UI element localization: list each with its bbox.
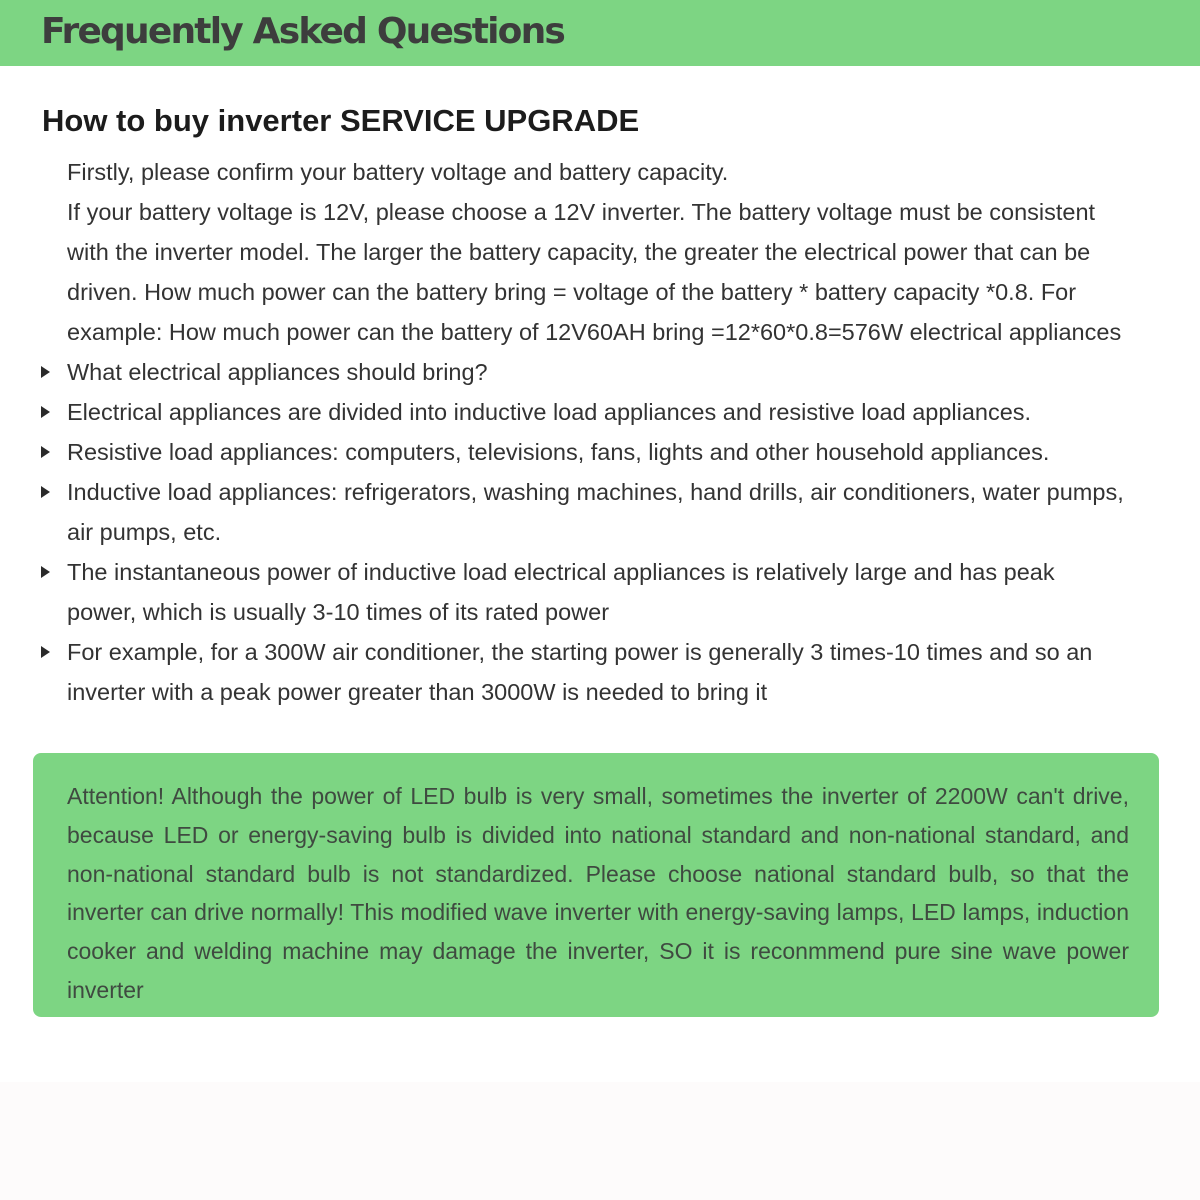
section-heading: How to buy inverter SERVICE UPGRADE <box>42 103 640 138</box>
list-item-text: For example, for a 300W air conditioner, the starting power is generally 3 times-10 times and so an inverter with a peak power greater than 3000W is needed to bring it <box>67 639 1093 705</box>
attention-text: Attention! Although the power of LED bulb is very small, sometimes the inverter of 2200W can't drive, because LED or energy-saving bulb is divided into national standard and non-national standard, and non-national standard bulb is not standardized. Please choose national standard bulb, so that the inverter can drive normally! This modified wave inverter with energy-saving lamps, LED lamps, induction cooker and welding machine may damage the inverter, SO it is reconmmend pure sine wave power inverter <box>67 783 1129 1003</box>
page-title: Frequently Asked Questions <box>41 11 565 52</box>
list-item-text: Electrical appliances are divided into inductive load appliances and resistive load appliances. <box>67 399 1032 425</box>
list-item <box>0 352 1129 392</box>
intro-paragraph: Firstly, please confirm your battery voltage and battery capacity. <box>67 159 729 185</box>
list-item <box>0 472 1129 552</box>
list-item <box>0 632 1129 712</box>
footer-strip <box>0 1082 1200 1200</box>
triangle-right-icon <box>41 366 50 378</box>
triangle-right-icon <box>41 486 50 498</box>
list-item-text: Resistive load appliances: computers, televisions, fans, lights and other household appliances. <box>67 439 1050 465</box>
triangle-right-icon <box>41 406 50 418</box>
bullet-list <box>0 352 1200 712</box>
list-item <box>0 552 1129 632</box>
triangle-right-icon <box>41 446 50 458</box>
faq-content <box>0 152 1200 712</box>
list-item <box>0 432 1129 472</box>
battery-paragraph: If your battery voltage is 12V, please choose a 12V inverter. The battery voltage must be consistent with the inverter model. The larger the battery capacity, the greater the electrical power that can be driven. How much power can the battery bring = voltage of the battery * battery capacity *0.8. For example: How much power can the battery of 12V60AH bring =12*60*0.8=576W electrical appliances <box>67 199 1122 345</box>
triangle-right-icon <box>41 646 50 658</box>
triangle-right-icon <box>41 566 50 578</box>
list-item-text: What electrical appliances should bring? <box>67 359 488 385</box>
list-item-text: Inductive load appliances: refrigerators, washing machines, hand drills, air conditioners, water pumps, air pumps, etc. <box>67 479 1124 545</box>
list-item-text: The instantaneous power of inductive load electrical appliances is relatively large and has peak power, which is usually 3-10 times of its rated power <box>67 559 1055 625</box>
attention-box <box>33 753 1159 1017</box>
list-item <box>0 392 1129 432</box>
header-bar <box>0 0 1200 66</box>
